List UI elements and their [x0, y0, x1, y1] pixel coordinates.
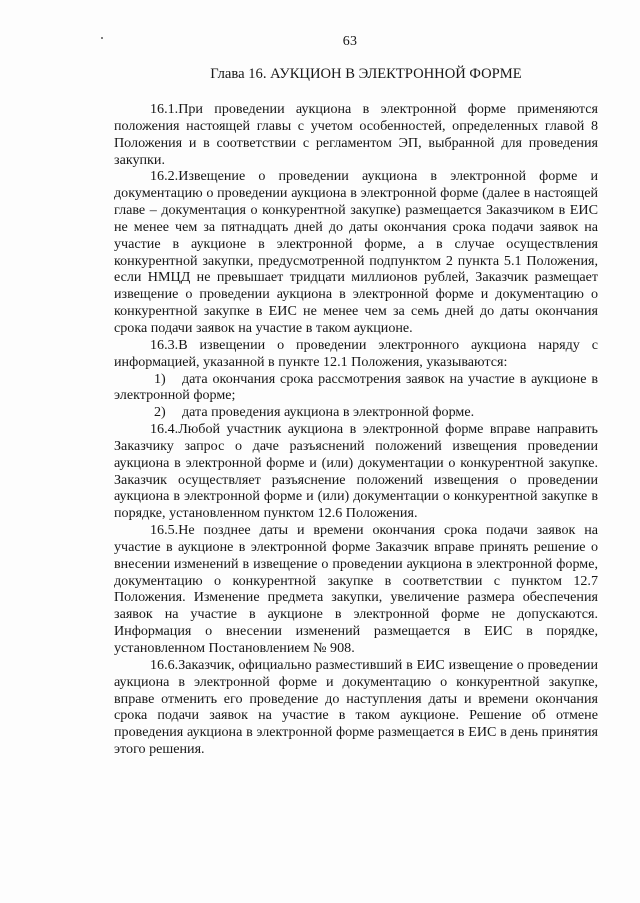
paragraph-number: 16.6.	[150, 656, 179, 673]
list-item-1	[114, 371, 598, 405]
list-item-text: дата проведения аукциона в электронной форме.	[182, 404, 475, 421]
paragraph-text: Извещение о проведении аукциона в электронной форме и документацию о проведении аукциона в электронной форме (далее в настоящей главе – документация о конкурентной закупке) размещается Заказчиком в ЕИС не менее чем за пятнадцать дней до даты окончания срока подачи заявок на участие в аукционе в электронной форме, а в случае осуществления конкурентной закупки, предусмотренной подпунктом 2 пункта 5.1 Положения, если НМЦД не превышает тридцати миллионов рублей, Заказчик размещает извещение о проведении аукциона в электронной форме и документацию о конкурентной закупке в ЕИС не менее чем за семь дней до даты окончания срока подачи заявок на участие в таком аукционе.	[114, 168, 598, 336]
paragraph-16-4	[114, 421, 598, 522]
paragraph-16-1	[114, 101, 598, 168]
chapter-title: Глава 16. АУКЦИОН В ЭЛЕКТРОННОЙ ФОРМЕ	[210, 66, 522, 82]
paragraph-16-5	[114, 522, 598, 657]
document-body	[114, 101, 598, 758]
paragraph-16-3	[114, 337, 598, 371]
list-item-text: дата окончания срока рассмотрения заявок на участие в аукционе в электронной форме;	[114, 370, 598, 404]
paragraph-number: 16.4.	[150, 421, 179, 438]
list-item-number: 1)	[154, 370, 166, 387]
paragraph-number: 16.1.	[150, 101, 179, 117]
paragraph-text: В извещении о проведении электронного аукциона наряду с информацией, указанной в пункте 12.1 Положения, указываются:	[114, 336, 598, 370]
paragraph-number: 16.3.	[150, 336, 179, 353]
paragraph-text: Не позднее даты и времени окончания срока подачи заявок на участие в аукционе в электронной форме Заказчик вправе принять решение о внесении изменений в извещение о проведении аукциона в электронной форме, документацию о конкурентной закупке в соответствии с пунктом 12.7 Положения. Изменение предмета закупки, увеличение размера обеспечения заявок на участие в аукционе в электронной форме не допускаются. Информация о внесении изменений размещается в ЕИС в порядке, установленном Постановлением № 908.	[114, 522, 598, 656]
paragraph-16-6	[114, 657, 598, 758]
paragraph-number: 16.2.	[150, 168, 179, 185]
paragraph-number: 16.5.	[150, 522, 179, 539]
list-item-number: 2)	[154, 404, 166, 421]
page-number: 63	[342, 34, 358, 49]
list-item-2	[114, 404, 598, 421]
paragraph-text: При проведении аукциона в электронной форме применяются положения настоящей главы с учетом особенностей, определенных главой 8 Положения и в соответствии с регламентом ЭП, выбранной для проведения закупки.	[114, 101, 598, 168]
paragraph-16-2	[114, 168, 598, 336]
paragraph-text: Любой участник аукциона в электронной форме вправе направить Заказчику запрос о даче разъяснений положений извещения проведении аукциона в электронной форме и (или) документации о конкурентной закупке. Заказчик осуществляет разъяснение положений извещения о проведении аукциона в электронной форме и (или) документации о конкурентной закупке в порядке, установленном пунктом 12.6 Положения.	[114, 421, 598, 522]
paragraph-text: Заказчик, официально разместивший в ЕИС извещение о проведении аукциона в электронной форме и документацию о конкурентной закупке, вправе отменить его проведение до наступления даты и времени окончания срока подачи заявок на участие в таком аукционе. Решение об отмене проведения аукциона в электронной форме размещается в ЕИС в день принятия этого решения.	[114, 656, 598, 758]
